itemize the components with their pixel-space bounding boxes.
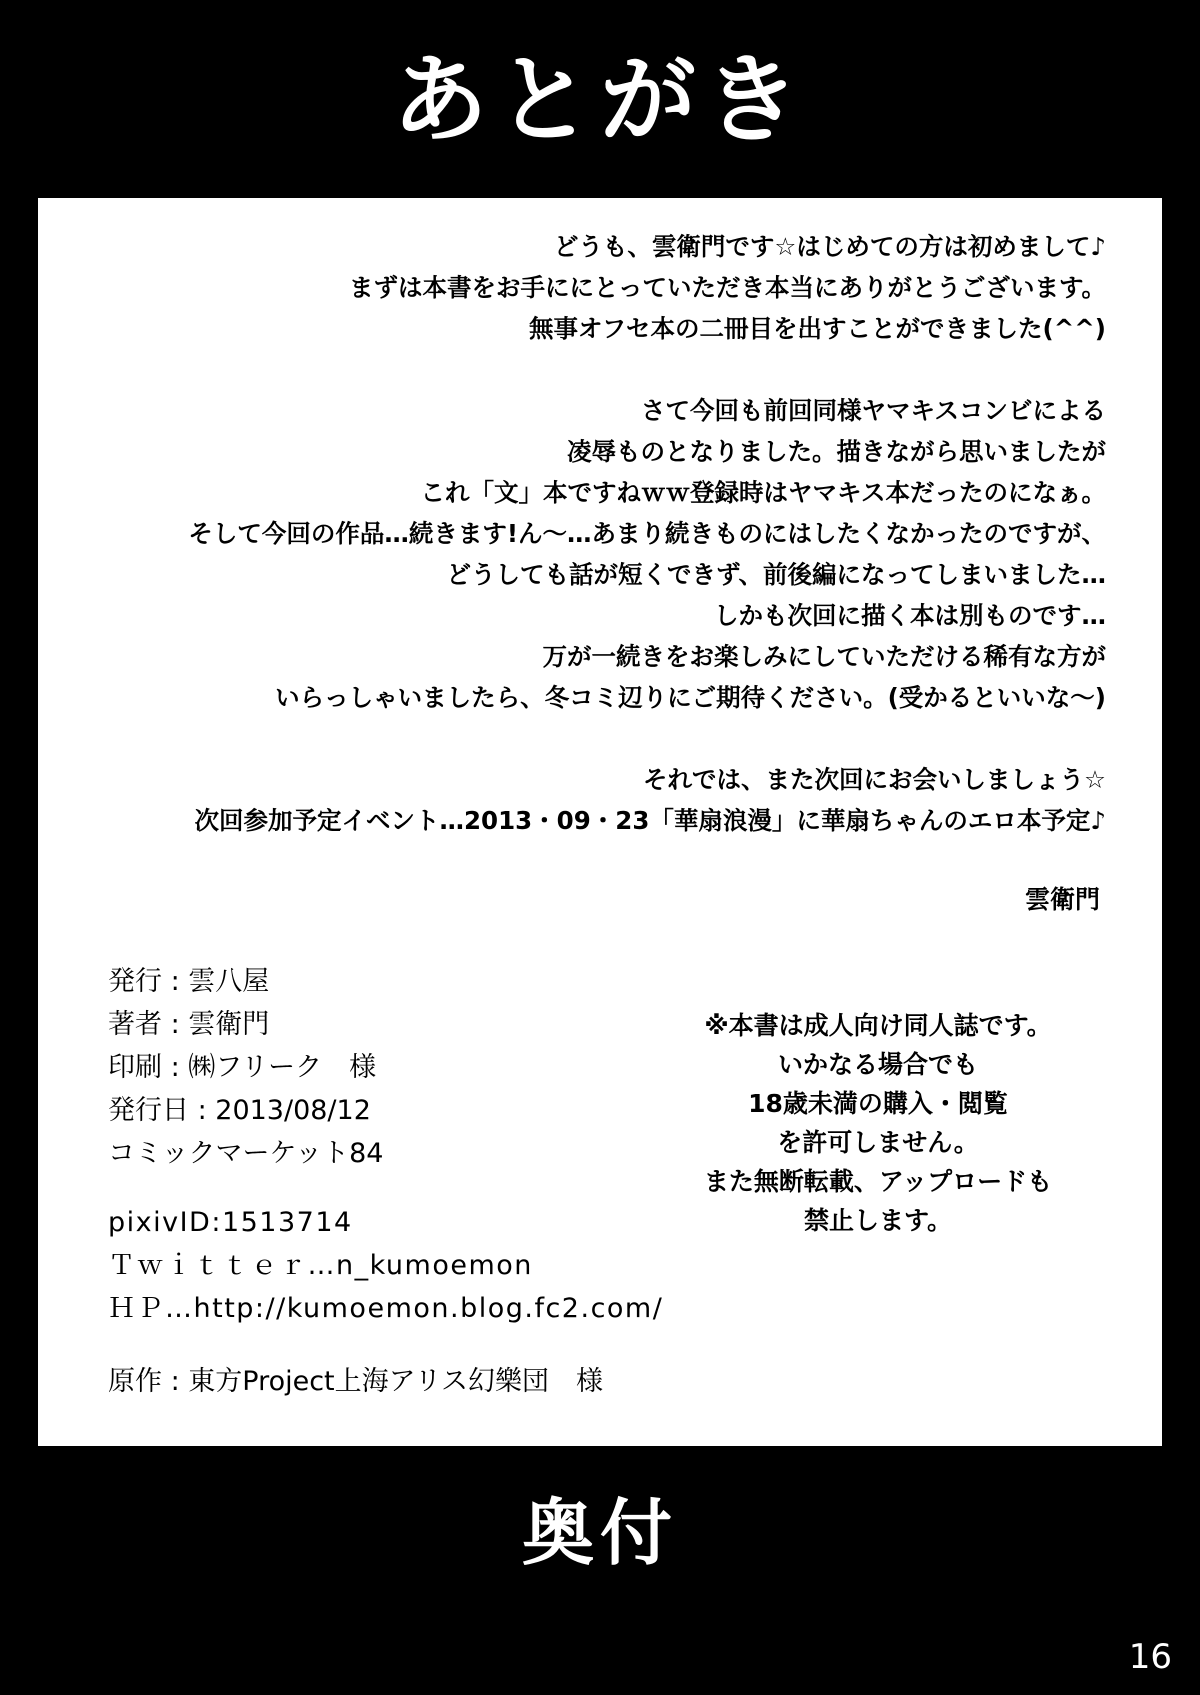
contact-twitter: Ｔｗｉｔｔｅｒ…n_kumoemon bbox=[108, 1250, 533, 1281]
page-title-afterword: あとがき bbox=[392, 44, 808, 156]
afterword-line: そして今回の作品…続きます!ん～…あまり続きものにはしたくなかったのですが、 bbox=[188, 519, 1106, 548]
paragraph-spacer bbox=[98, 718, 1106, 759]
afterword-line: これ「文」本ですねｗｗ登録時はヤマキス本だったのになぁ。 bbox=[420, 478, 1106, 507]
colophon-block bbox=[108, 960, 664, 1403]
afterword-line: さて今回も前回同様ヤマキスコンビによる bbox=[640, 396, 1106, 425]
colophon-line-publisher: 発行 : 雲八屋 bbox=[108, 966, 270, 997]
original-work-credit: 原作 : 東方Project上海アリス幻樂団 様 bbox=[108, 1366, 604, 1397]
afterword-line: それでは、また次回にお会いしましょう☆ bbox=[643, 765, 1106, 794]
colophon-spacer bbox=[108, 1175, 628, 1201]
page-number: 16 bbox=[1128, 1637, 1172, 1677]
afterword-text-block bbox=[98, 226, 1106, 920]
notice-line: 禁止します。 bbox=[803, 1206, 952, 1235]
afterword-line: 無事オフセ本の二冊目を出すことができました(^^) bbox=[529, 314, 1106, 343]
afterword-line: どうも、雲衛門です☆はじめての方は初めまして♪ bbox=[553, 232, 1106, 261]
notice-line: ※本書は成人向け同人誌です。 bbox=[704, 1011, 1052, 1040]
colophon-line-printer: 印刷 : ㈱フリーク 様 bbox=[108, 1052, 377, 1083]
content-panel bbox=[38, 198, 1162, 1446]
afterword-line: しかも次回に描く本は別ものです… bbox=[714, 601, 1106, 630]
contact-pixiv-id: pixivID:1513714 bbox=[108, 1207, 353, 1238]
afterword-line: まずは本書をお手ににとっていただき本当にありがとうございます。 bbox=[348, 273, 1106, 302]
adult-content-notice bbox=[648, 1006, 1108, 1240]
page-title-colophon: 奥付 bbox=[521, 1491, 678, 1575]
colophon-line-event: コミックマーケット84 bbox=[108, 1138, 384, 1169]
notice-line: また無断転載、アップロードも bbox=[703, 1167, 1053, 1196]
afterword-line: 凌辱ものとなりました。描きながら思いましたが bbox=[567, 437, 1106, 466]
colophon-line-publish-date: 発行日 : 2013/08/12 bbox=[108, 1095, 371, 1126]
contact-block bbox=[108, 1201, 664, 1330]
afterword-line: どうしても話が短くできず、前後編になってしまいました… bbox=[446, 560, 1106, 589]
notice-line: 18歳未満の購入・閲覧 bbox=[748, 1089, 1008, 1118]
afterword-line: 万が一続きをお楽しみにしていただける稀有な方が bbox=[542, 642, 1106, 671]
notice-line: いかなる場合でも bbox=[777, 1050, 978, 1079]
contact-homepage[interactable]: ＨＰ…http://kumoemon.blog.fc2.com/ bbox=[108, 1293, 664, 1324]
author-signature: 雲衛門 bbox=[1024, 885, 1100, 914]
notice-line: を許可しません。 bbox=[777, 1128, 979, 1157]
afterword-line: いらっしゃいましたら、冬コミ辺りにご期待ください。(受かるといいな～) bbox=[275, 683, 1106, 712]
paragraph-spacer bbox=[98, 349, 1106, 390]
colophon-line-author: 著者 : 雲衛門 bbox=[108, 1009, 270, 1040]
afterword-line: 次回参加予定イベント…2013・09・23「華扇浪漫」に華扇ちゃんのエロ本予定♪ bbox=[194, 806, 1106, 835]
